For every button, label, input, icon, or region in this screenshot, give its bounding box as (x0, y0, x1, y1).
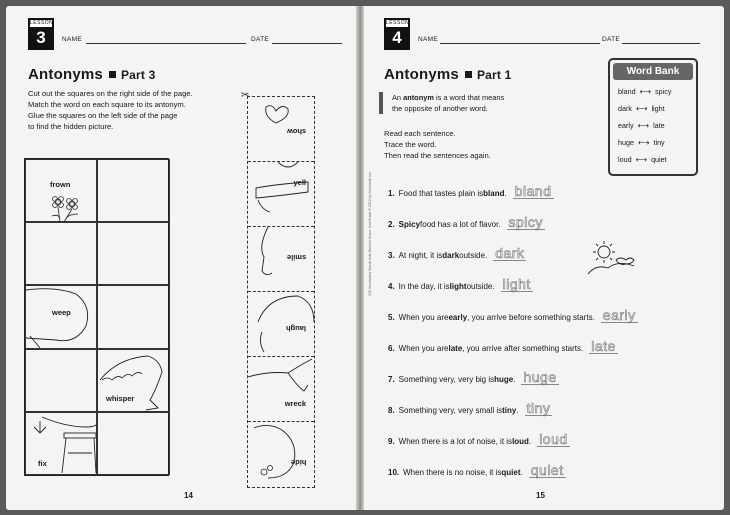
sentence-row (388, 401, 552, 416)
name-line (86, 43, 246, 44)
sentence-row (388, 277, 533, 292)
sentence-bold: early (448, 313, 468, 322)
trace-word[interactable]: early (602, 307, 636, 323)
word-b: spicy (655, 87, 672, 96)
picture-fragment (248, 162, 316, 227)
sentence-post: outside. (459, 251, 488, 260)
sentence-row (388, 215, 545, 230)
word-bank-title: Word Bank (613, 63, 693, 80)
sentence-row (388, 184, 554, 199)
double-arrow-icon: ⟷ (637, 121, 650, 130)
name-label: NAME (62, 36, 82, 43)
sentence-number: 4. (388, 282, 395, 291)
name-line (440, 43, 600, 44)
page-number: 15 (536, 491, 545, 500)
sentence-pre: Something very, very big is (398, 375, 495, 384)
picture-fragment (98, 350, 171, 414)
sentence-bold: bland (483, 189, 505, 198)
lesson-badge (384, 18, 410, 50)
cutout-strip (247, 96, 315, 488)
word-bank (608, 58, 698, 176)
trace-word[interactable]: dark (495, 245, 525, 261)
sentence-post: . (513, 375, 516, 384)
grid-word-weep: weep (52, 308, 71, 318)
cutout-word-hide: hide (290, 458, 306, 467)
word-b: quiet (651, 155, 667, 164)
cutout-word-laugh: laugh (286, 324, 306, 333)
definition-line-2: the opposite of another word. (392, 104, 488, 113)
double-arrow-icon: ⟷ (635, 155, 648, 164)
grid-cell (25, 285, 97, 348)
sentence-post: , you arrive before something starts. (467, 313, 595, 322)
sentence-post: . (520, 468, 523, 477)
lesson-label: LESSON (386, 20, 410, 26)
title-text: Antonyms (384, 66, 459, 83)
sentence-row (388, 370, 559, 385)
sentence-bold: dark (442, 251, 460, 260)
sentence-pre: Something very, very small is (398, 406, 503, 415)
sentence-bold: quiet (501, 468, 521, 477)
instruction-line: to find the hidden picture. (28, 122, 114, 131)
sun-landscape-icon (586, 238, 638, 278)
lesson-label: LESSON (30, 20, 54, 26)
sentence-pre: When there is a lot of noise, it is (398, 437, 513, 446)
sentence-bold: late (448, 344, 463, 353)
word-a: loud (618, 155, 632, 164)
sentence-number: 5. (388, 313, 395, 322)
sentence-bold: tiny (502, 406, 517, 415)
sentence-number: 9. (388, 437, 395, 446)
definition-line (392, 92, 509, 103)
grid-cell (97, 412, 170, 475)
trace-word[interactable]: loud (539, 431, 568, 447)
sentence-pre: When there is no noise, it is (403, 468, 502, 477)
definition-post: is a word that means (433, 93, 505, 102)
sentence-row (388, 246, 526, 261)
trace-word[interactable]: quiet (530, 462, 564, 478)
sentence-number: 7. (388, 375, 395, 384)
cutout-word-smile: smile (286, 253, 306, 262)
sentence-post: outside. (466, 282, 495, 291)
trace-word[interactable]: spicy (508, 214, 543, 230)
trace-word[interactable]: bland (514, 183, 552, 199)
grid-cell (25, 349, 97, 412)
title-part: Part 3 (120, 68, 156, 82)
grid-word-fix: fix (38, 458, 47, 468)
word-bank-row (610, 134, 696, 151)
grid-cell (25, 412, 97, 475)
sentence-number: 8. (388, 406, 395, 415)
sentence-bold: loud (512, 437, 529, 446)
word-a: huge (618, 138, 634, 147)
cutout-word-wreck: wreck (284, 399, 306, 408)
cutout-square (248, 292, 314, 357)
sentence-number: 10. (388, 468, 400, 477)
word-bank-row (610, 151, 696, 168)
grid-cell (97, 159, 170, 222)
lesson-number: 3 (36, 28, 46, 47)
sentence-pre: When you are (398, 344, 449, 353)
picture-grid (24, 158, 169, 476)
grid-cell (25, 222, 97, 285)
lesson-badge (28, 18, 54, 50)
sentence-number: 3. (388, 251, 395, 260)
name-label: NAME (418, 36, 438, 43)
instruction-line: Cut out the squares on the right side of the page. (28, 89, 193, 98)
instructions (384, 128, 491, 161)
sentence-bold: huge (494, 375, 514, 384)
definition-pre: An (392, 93, 404, 102)
picture-fragment (262, 103, 292, 125)
sentence-post: . (528, 437, 532, 446)
sentence-pre: Food that tastes plain is (398, 189, 484, 198)
page-title (28, 66, 156, 83)
sentence-bold: Spicy (398, 220, 421, 229)
lesson-number: 4 (392, 28, 402, 47)
trace-word[interactable]: late (591, 338, 616, 354)
grid-cell (97, 222, 170, 285)
cutout-word-yell: yell (293, 178, 306, 187)
sentence-bold: light (449, 282, 467, 291)
instruction-line: Read each sentence. (384, 129, 456, 138)
title-text: Antonyms (28, 66, 103, 83)
word-a: bland (618, 87, 636, 96)
flower-icon (48, 194, 84, 224)
right-page (364, 6, 724, 510)
cutout-square (248, 422, 314, 487)
word-b: tiny (653, 138, 665, 147)
sentence-row (388, 308, 638, 323)
picture-fragment (248, 422, 316, 487)
word-bank-row (610, 83, 696, 100)
double-arrow-icon: ⟷ (638, 138, 650, 147)
cutout-word-show: show (286, 127, 306, 136)
trace-word[interactable]: light (502, 276, 531, 292)
sentence-post: . (504, 189, 507, 198)
page-number: 14 (184, 491, 193, 500)
date-line (272, 43, 342, 44)
sentence-pre: When you are (398, 313, 449, 322)
grid-word-frown: frown (50, 180, 71, 189)
double-arrow-icon: ⟷ (639, 87, 652, 96)
trace-word[interactable]: tiny (526, 400, 551, 416)
title-square (109, 71, 116, 78)
word-b: light (651, 104, 665, 113)
sentence-number: 6. (388, 344, 395, 353)
date-line (622, 43, 700, 44)
picture-fragment (26, 413, 98, 477)
sentence-post: food has a lot of flavor. (420, 220, 501, 229)
trace-word[interactable]: huge (523, 369, 557, 385)
cutout-square (248, 162, 314, 227)
cutout-square (248, 357, 314, 422)
grid-cell (25, 159, 97, 222)
word-bank-row (610, 117, 696, 134)
double-arrow-icon: ⟷ (635, 104, 648, 113)
picture-fragment (248, 357, 316, 422)
instruction-line: Match the word on each square to its antonym. (28, 100, 186, 109)
instruction-line: Then read the sentences again. (384, 151, 491, 160)
sentence-post: . (516, 406, 519, 415)
sentence-pre: At night, it is (398, 251, 443, 260)
date-label: DATE (251, 36, 270, 43)
picture-fragment (26, 286, 98, 350)
sentence-row (388, 339, 618, 354)
title-part: Part 1 (476, 68, 512, 82)
instruction-line: Glue the squares on the left side of the page (28, 111, 178, 120)
sentence-number: 2. (388, 220, 395, 229)
cutout-square (248, 97, 314, 162)
scissors-icon: ✂ (241, 90, 250, 101)
word-a: dark (618, 104, 632, 113)
word-bank-row (610, 100, 696, 117)
date-label: DATE (602, 36, 621, 43)
sentence-row (388, 432, 570, 447)
grid-cell (97, 349, 170, 412)
copyright-credit: 240 Vocabulary Words Kids Need to Know: 2nd Grade © 2012 by Scholastic Inc. (368, 171, 372, 296)
instructions (28, 88, 193, 132)
page-title (384, 66, 512, 83)
definition-term: antonym (403, 93, 434, 102)
sentence-post: , you arrive after something starts. (462, 344, 584, 353)
sentence-pre: In the day, it is (398, 282, 450, 291)
sentence-row (388, 463, 566, 478)
sentence-number: 1. (388, 189, 395, 198)
cutout-square (248, 227, 314, 292)
instruction-line: Trace the word. (384, 140, 437, 149)
definition-callout (379, 92, 509, 114)
title-square (465, 71, 472, 78)
word-a: early (618, 121, 634, 130)
grid-word-whisper: whisper (106, 393, 135, 403)
word-b: late (653, 121, 665, 130)
left-page (6, 6, 358, 510)
grid-cell (97, 285, 170, 348)
